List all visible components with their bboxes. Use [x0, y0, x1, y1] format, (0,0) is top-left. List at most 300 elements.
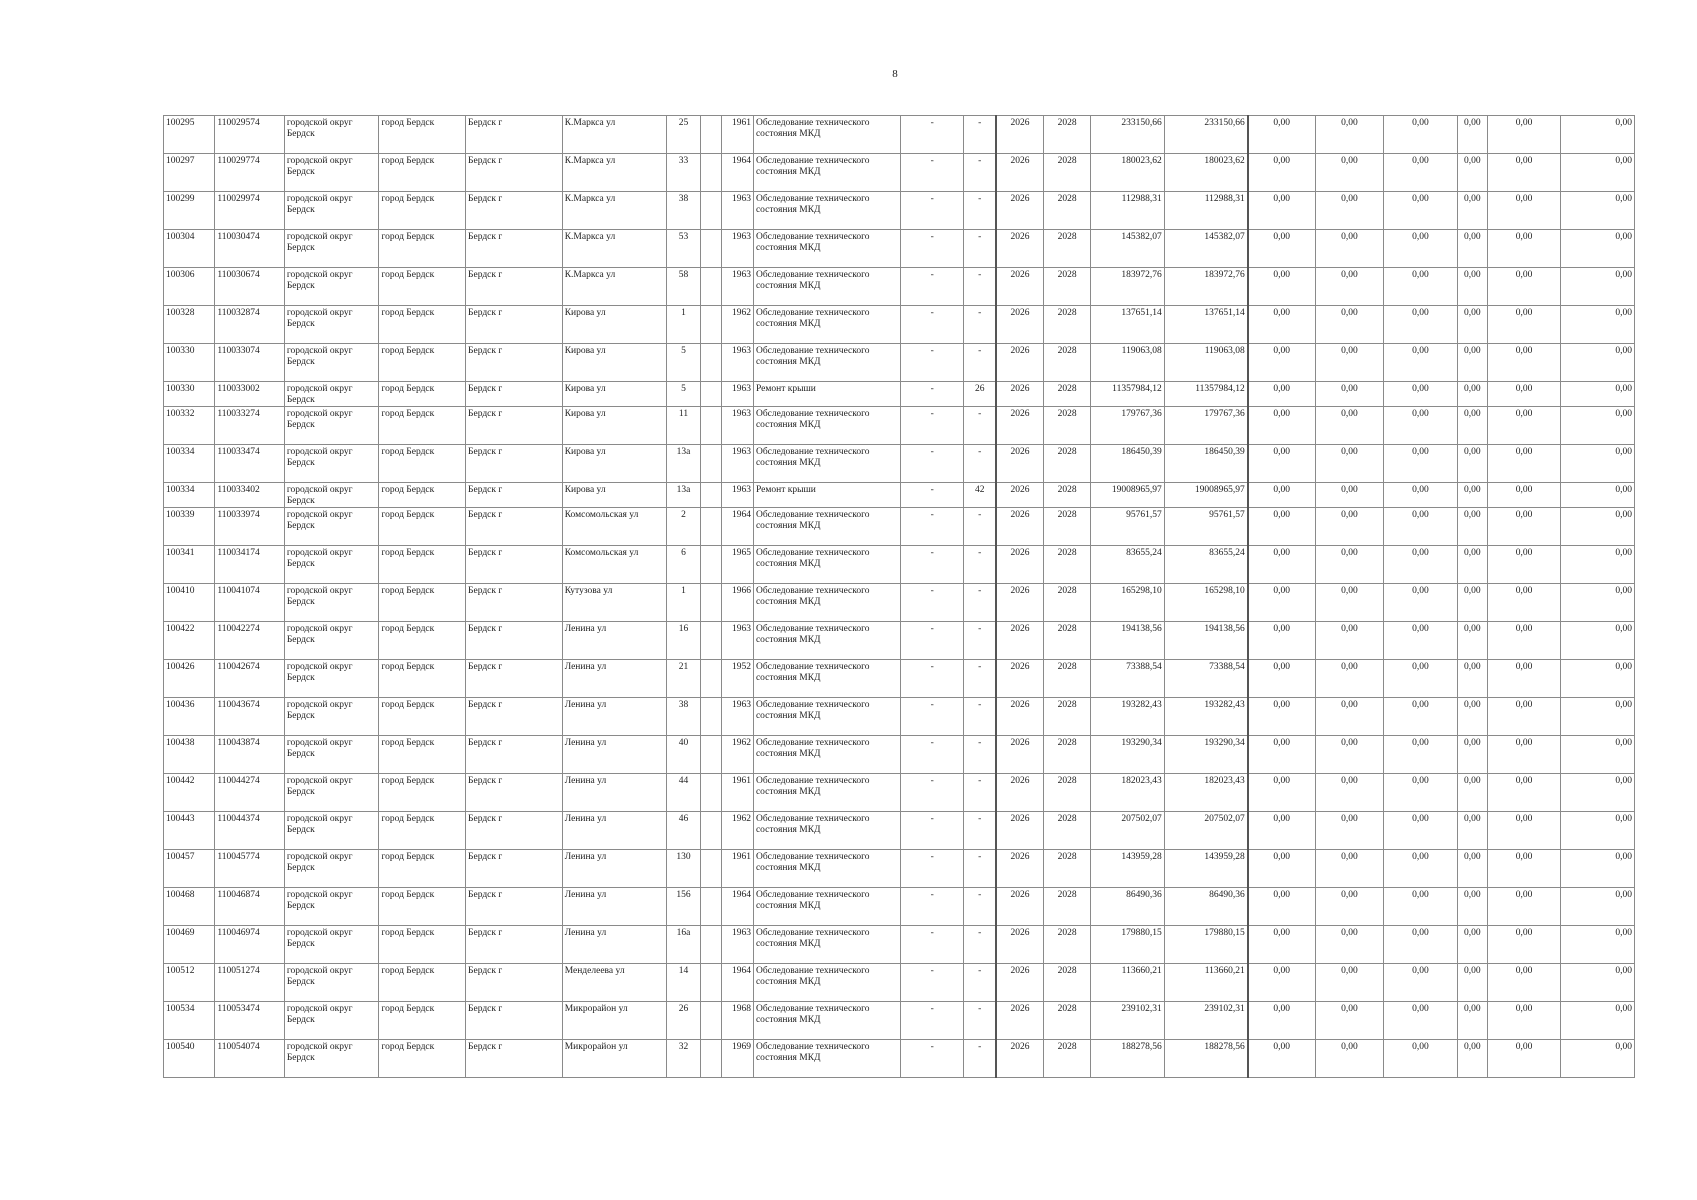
row-municipality: город Бердск: [379, 508, 466, 546]
row-street: К.Маркса ул: [562, 192, 667, 230]
row-id: 110042274: [215, 622, 284, 660]
row-fund-5: 0,00: [1487, 407, 1560, 445]
row-municipality: город Бердск: [379, 660, 466, 698]
row-code: 100328: [164, 306, 215, 344]
row-unit: -: [900, 407, 963, 445]
row-fund-4: 0,00: [1457, 660, 1487, 698]
row-fund-6: 0,00: [1561, 407, 1635, 445]
row-fund-1: 0,00: [1248, 660, 1315, 698]
row-volume: -: [964, 736, 996, 774]
row-fund-6: 0,00: [1561, 622, 1635, 660]
row-unit: -: [900, 268, 963, 306]
row-year: 1963: [721, 192, 753, 230]
row-year: 1961: [721, 850, 753, 888]
row-cost-fund: 193290,34: [1164, 736, 1248, 774]
row-fund-5: 0,00: [1487, 584, 1560, 622]
row-municipality: город Бердск: [379, 964, 466, 1002]
row-id: 110046974: [215, 926, 284, 964]
row-fund-5: 0,00: [1487, 774, 1560, 812]
row-fund-4: 0,00: [1457, 1040, 1487, 1078]
row-fund-6: 0,00: [1561, 445, 1635, 483]
row-code: 100512: [164, 964, 215, 1002]
row-district: городской округ Бердск: [284, 116, 379, 154]
row-fund-2: 0,00: [1315, 508, 1383, 546]
row-unit: -: [900, 622, 963, 660]
row-district: городской округ Бердск: [284, 230, 379, 268]
row-fund-1: 0,00: [1248, 116, 1315, 154]
row-year-end: 2028: [1043, 407, 1090, 445]
row-year-end: 2028: [1043, 622, 1090, 660]
table-row: [164, 660, 1635, 698]
row-volume: -: [964, 546, 996, 584]
row-id: 110033074: [215, 344, 284, 382]
table-row: [164, 230, 1635, 268]
row-street: Ленина ул: [562, 622, 667, 660]
row-fund-4: 0,00: [1457, 154, 1487, 192]
row-year: 1963: [721, 344, 753, 382]
row-fund-4: 0,00: [1457, 508, 1487, 546]
row-cost-total: 11357984,12: [1091, 382, 1164, 407]
row-district: городской округ Бердск: [284, 698, 379, 736]
row-cost-fund: 183972,76: [1164, 268, 1248, 306]
row-fund-6: 0,00: [1561, 483, 1635, 508]
row-house: 130: [667, 850, 700, 888]
row-id: 110051274: [215, 964, 284, 1002]
row-fund-3: 0,00: [1384, 268, 1457, 306]
row-volume: -: [964, 698, 996, 736]
row-settlement: Бердск г: [466, 306, 563, 344]
row-fund-5: 0,00: [1487, 382, 1560, 407]
row-house: 46: [667, 812, 700, 850]
row-cost-fund: 179880,15: [1164, 926, 1248, 964]
table-row: [164, 116, 1635, 154]
row-fund-3: 0,00: [1384, 407, 1457, 445]
row-fund-2: 0,00: [1315, 926, 1383, 964]
row-municipality: город Бердск: [379, 926, 466, 964]
row-fund-5: 0,00: [1487, 154, 1560, 192]
row-cost-total: 182023,43: [1091, 774, 1164, 812]
row-cost-fund: 112988,31: [1164, 192, 1248, 230]
row-work: Обследование технического состояния МКД: [753, 192, 900, 230]
row-work: Обследование технического состояния МКД: [753, 926, 900, 964]
row-house: 13а: [667, 445, 700, 483]
row-work: Обследование технического состояния МКД: [753, 888, 900, 926]
row-house: 58: [667, 268, 700, 306]
row-cost-total: 183972,76: [1091, 268, 1164, 306]
row-fund-6: 0,00: [1561, 1040, 1635, 1078]
row-id: 110033974: [215, 508, 284, 546]
row-year: 1961: [721, 116, 753, 154]
row-house: 21: [667, 660, 700, 698]
row-fund-1: 0,00: [1248, 306, 1315, 344]
row-house: 1: [667, 584, 700, 622]
row-fund-5: 0,00: [1487, 230, 1560, 268]
row-street: Ленина ул: [562, 926, 667, 964]
row-settlement: Бердск г: [466, 407, 563, 445]
row-id: 110033274: [215, 407, 284, 445]
row-year-start: 2026: [996, 812, 1043, 850]
row-fund-4: 0,00: [1457, 546, 1487, 584]
row-year-end: 2028: [1043, 1002, 1090, 1040]
page-number: 8: [892, 68, 898, 80]
row-settlement: Бердск г: [466, 1040, 563, 1078]
row-fund-6: 0,00: [1561, 812, 1635, 850]
row-street: К.Маркса ул: [562, 268, 667, 306]
row-cost-fund: 194138,56: [1164, 622, 1248, 660]
row-fund-3: 0,00: [1384, 192, 1457, 230]
row-cost-total: 180023,62: [1091, 154, 1164, 192]
row-settlement: Бердск г: [466, 546, 563, 584]
row-house: 5: [667, 382, 700, 407]
row-fund-4: 0,00: [1457, 812, 1487, 850]
row-cost-total: 95761,57: [1091, 508, 1164, 546]
row-street: Кирова ул: [562, 344, 667, 382]
row-district: городской округ Бердск: [284, 445, 379, 483]
row-fund-2: 0,00: [1315, 584, 1383, 622]
row-work: Обследование технического состояния МКД: [753, 344, 900, 382]
row-volume: -: [964, 964, 996, 1002]
row-corpus: [700, 508, 721, 546]
row-unit: -: [900, 812, 963, 850]
row-year: 1964: [721, 508, 753, 546]
row-street: К.Маркса ул: [562, 230, 667, 268]
row-id: 110029774: [215, 154, 284, 192]
row-fund-1: 0,00: [1248, 268, 1315, 306]
row-district: городской округ Бердск: [284, 382, 379, 407]
table-row: [164, 1040, 1635, 1078]
row-fund-2: 0,00: [1315, 698, 1383, 736]
row-work: Ремонт крыши: [753, 483, 900, 508]
row-unit: -: [900, 964, 963, 1002]
row-cost-fund: 233150,66: [1164, 116, 1248, 154]
row-id: 110053474: [215, 1002, 284, 1040]
row-year-end: 2028: [1043, 382, 1090, 407]
row-year: 1965: [721, 546, 753, 584]
row-district: городской округ Бердск: [284, 660, 379, 698]
row-fund-3: 0,00: [1384, 483, 1457, 508]
row-id: 110046874: [215, 888, 284, 926]
row-fund-6: 0,00: [1561, 268, 1635, 306]
row-cost-fund: 188278,56: [1164, 1040, 1248, 1078]
row-cost-total: 233150,66: [1091, 116, 1164, 154]
row-fund-4: 0,00: [1457, 850, 1487, 888]
row-corpus: [700, 622, 721, 660]
table-row: [164, 483, 1635, 508]
row-work: Обследование технического состояния МКД: [753, 1002, 900, 1040]
row-corpus: [700, 116, 721, 154]
row-fund-5: 0,00: [1487, 964, 1560, 1002]
row-fund-3: 0,00: [1384, 736, 1457, 774]
row-municipality: город Бердск: [379, 268, 466, 306]
row-fund-5: 0,00: [1487, 1002, 1560, 1040]
row-work: Обследование технического состояния МКД: [753, 508, 900, 546]
row-corpus: [700, 344, 721, 382]
row-fund-5: 0,00: [1487, 812, 1560, 850]
row-municipality: город Бердск: [379, 116, 466, 154]
row-cost-total: 143959,28: [1091, 850, 1164, 888]
row-settlement: Бердск г: [466, 230, 563, 268]
row-work: Обследование технического состояния МКД: [753, 736, 900, 774]
row-house: 2: [667, 508, 700, 546]
table-row: [164, 888, 1635, 926]
row-street: Ленина ул: [562, 812, 667, 850]
row-year-end: 2028: [1043, 660, 1090, 698]
row-year: 1964: [721, 888, 753, 926]
row-year: 1964: [721, 964, 753, 1002]
row-work: Обследование технического состояния МКД: [753, 445, 900, 483]
row-fund-3: 0,00: [1384, 116, 1457, 154]
row-municipality: город Бердск: [379, 850, 466, 888]
row-fund-6: 0,00: [1561, 736, 1635, 774]
row-settlement: Бердск г: [466, 850, 563, 888]
row-year-start: 2026: [996, 698, 1043, 736]
row-district: городской округ Бердск: [284, 483, 379, 508]
row-settlement: Бердск г: [466, 154, 563, 192]
row-year: 1963: [721, 382, 753, 407]
row-unit: -: [900, 1040, 963, 1078]
row-cost-total: 193290,34: [1091, 736, 1164, 774]
row-corpus: [700, 660, 721, 698]
row-district: городской округ Бердск: [284, 1002, 379, 1040]
row-work: Обследование технического состояния МКД: [753, 584, 900, 622]
row-fund-5: 0,00: [1487, 344, 1560, 382]
row-fund-2: 0,00: [1315, 812, 1383, 850]
row-corpus: [700, 736, 721, 774]
row-unit: -: [900, 546, 963, 584]
row-fund-6: 0,00: [1561, 154, 1635, 192]
row-work: Обследование технического состояния МКД: [753, 116, 900, 154]
row-fund-2: 0,00: [1315, 888, 1383, 926]
row-code: 100457: [164, 850, 215, 888]
row-settlement: Бердск г: [466, 660, 563, 698]
row-fund-2: 0,00: [1315, 660, 1383, 698]
row-cost-fund: 11357984,12: [1164, 382, 1248, 407]
row-year-start: 2026: [996, 445, 1043, 483]
row-year-start: 2026: [996, 407, 1043, 445]
row-street: Кирова ул: [562, 382, 667, 407]
row-street: Ленина ул: [562, 698, 667, 736]
row-corpus: [700, 888, 721, 926]
row-corpus: [700, 1002, 721, 1040]
row-corpus: [700, 698, 721, 736]
row-fund-3: 0,00: [1384, 546, 1457, 584]
row-cost-fund: 95761,57: [1164, 508, 1248, 546]
table-row: [164, 445, 1635, 483]
row-id: 110029574: [215, 116, 284, 154]
row-id: 110042674: [215, 660, 284, 698]
row-code: 100330: [164, 344, 215, 382]
row-work: Обследование технического состояния МКД: [753, 268, 900, 306]
row-corpus: [700, 546, 721, 584]
row-municipality: город Бердск: [379, 306, 466, 344]
row-year-start: 2026: [996, 268, 1043, 306]
row-fund-1: 0,00: [1248, 736, 1315, 774]
row-cost-fund: 83655,24: [1164, 546, 1248, 584]
row-house: 11: [667, 407, 700, 445]
row-street: Ленина ул: [562, 774, 667, 812]
row-year-end: 2028: [1043, 306, 1090, 344]
row-fund-3: 0,00: [1384, 850, 1457, 888]
row-corpus: [700, 306, 721, 344]
row-volume: -: [964, 774, 996, 812]
row-settlement: Бердск г: [466, 964, 563, 1002]
row-house: 16: [667, 622, 700, 660]
row-code: 100299: [164, 192, 215, 230]
row-fund-2: 0,00: [1315, 230, 1383, 268]
row-cost-fund: 73388,54: [1164, 660, 1248, 698]
row-fund-1: 0,00: [1248, 1002, 1315, 1040]
row-fund-3: 0,00: [1384, 1040, 1457, 1078]
row-work: Обследование технического состояния МКД: [753, 1040, 900, 1078]
row-fund-2: 0,00: [1315, 483, 1383, 508]
row-fund-4: 0,00: [1457, 584, 1487, 622]
row-year-end: 2028: [1043, 736, 1090, 774]
row-fund-2: 0,00: [1315, 1040, 1383, 1078]
row-fund-5: 0,00: [1487, 268, 1560, 306]
row-unit: -: [900, 660, 963, 698]
row-fund-5: 0,00: [1487, 306, 1560, 344]
row-district: городской округ Бердск: [284, 622, 379, 660]
row-id: 110029974: [215, 192, 284, 230]
row-work: Обследование технического состояния МКД: [753, 230, 900, 268]
row-year-start: 2026: [996, 964, 1043, 1002]
row-year-end: 2028: [1043, 230, 1090, 268]
row-year-end: 2028: [1043, 698, 1090, 736]
row-year-end: 2028: [1043, 344, 1090, 382]
table-row: [164, 736, 1635, 774]
row-cost-total: 239102,31: [1091, 1002, 1164, 1040]
row-id: 110030674: [215, 268, 284, 306]
row-year: 1963: [721, 483, 753, 508]
table-row: [164, 508, 1635, 546]
row-year-end: 2028: [1043, 774, 1090, 812]
row-fund-4: 0,00: [1457, 698, 1487, 736]
table-row: [164, 850, 1635, 888]
row-id: 110032874: [215, 306, 284, 344]
row-fund-6: 0,00: [1561, 230, 1635, 268]
row-code: 100334: [164, 445, 215, 483]
row-year-start: 2026: [996, 736, 1043, 774]
row-year: 1963: [721, 407, 753, 445]
row-fund-4: 0,00: [1457, 407, 1487, 445]
row-year: 1963: [721, 926, 753, 964]
row-unit: -: [900, 154, 963, 192]
row-volume: -: [964, 306, 996, 344]
row-fund-2: 0,00: [1315, 192, 1383, 230]
table-row: [164, 698, 1635, 736]
row-street: К.Маркса ул: [562, 116, 667, 154]
row-street: Кирова ул: [562, 445, 667, 483]
row-fund-6: 0,00: [1561, 926, 1635, 964]
row-cost-fund: 207502,07: [1164, 812, 1248, 850]
row-year-start: 2026: [996, 154, 1043, 192]
row-fund-2: 0,00: [1315, 1002, 1383, 1040]
row-cost-fund: 239102,31: [1164, 1002, 1248, 1040]
row-settlement: Бердск г: [466, 382, 563, 407]
row-municipality: город Бердск: [379, 230, 466, 268]
row-year-start: 2026: [996, 483, 1043, 508]
row-code: 100339: [164, 508, 215, 546]
row-fund-3: 0,00: [1384, 926, 1457, 964]
row-fund-4: 0,00: [1457, 192, 1487, 230]
row-corpus: [700, 483, 721, 508]
row-fund-1: 0,00: [1248, 445, 1315, 483]
row-volume: -: [964, 508, 996, 546]
row-municipality: город Бердск: [379, 736, 466, 774]
row-corpus: [700, 812, 721, 850]
row-house: 25: [667, 116, 700, 154]
row-year-start: 2026: [996, 622, 1043, 660]
row-district: городской округ Бердск: [284, 154, 379, 192]
row-cost-total: 179767,36: [1091, 407, 1164, 445]
row-code: 100438: [164, 736, 215, 774]
row-year: 1952: [721, 660, 753, 698]
row-year-start: 2026: [996, 774, 1043, 812]
row-cost-total: 86490,36: [1091, 888, 1164, 926]
row-fund-4: 0,00: [1457, 306, 1487, 344]
row-id: 110041074: [215, 584, 284, 622]
row-work: Обследование технического состояния МКД: [753, 660, 900, 698]
row-year: 1968: [721, 1002, 753, 1040]
row-volume: -: [964, 584, 996, 622]
row-street: Кирова ул: [562, 407, 667, 445]
row-fund-1: 0,00: [1248, 926, 1315, 964]
row-district: городской округ Бердск: [284, 736, 379, 774]
row-year-end: 2028: [1043, 483, 1090, 508]
row-municipality: город Бердск: [379, 382, 466, 407]
row-district: городской округ Бердск: [284, 508, 379, 546]
row-unit: -: [900, 483, 963, 508]
row-id: 110043674: [215, 698, 284, 736]
row-year-end: 2028: [1043, 888, 1090, 926]
row-fund-6: 0,00: [1561, 508, 1635, 546]
row-fund-3: 0,00: [1384, 584, 1457, 622]
row-fund-1: 0,00: [1248, 344, 1315, 382]
row-fund-1: 0,00: [1248, 774, 1315, 812]
row-fund-5: 0,00: [1487, 622, 1560, 660]
row-year-end: 2028: [1043, 192, 1090, 230]
row-year: 1963: [721, 230, 753, 268]
row-fund-2: 0,00: [1315, 850, 1383, 888]
row-cost-fund: 119063,08: [1164, 344, 1248, 382]
row-corpus: [700, 268, 721, 306]
row-fund-3: 0,00: [1384, 622, 1457, 660]
row-fund-2: 0,00: [1315, 382, 1383, 407]
row-year-end: 2028: [1043, 508, 1090, 546]
row-id: 110034174: [215, 546, 284, 584]
row-fund-1: 0,00: [1248, 546, 1315, 584]
row-municipality: город Бердск: [379, 407, 466, 445]
row-volume: -: [964, 812, 996, 850]
row-year-start: 2026: [996, 1040, 1043, 1078]
row-year: 1966: [721, 584, 753, 622]
row-work: Обследование технического состояния МКД: [753, 306, 900, 344]
row-volume: -: [964, 116, 996, 154]
row-fund-1: 0,00: [1248, 698, 1315, 736]
row-fund-3: 0,00: [1384, 154, 1457, 192]
table-row: [164, 382, 1635, 407]
row-house: 6: [667, 546, 700, 584]
row-house: 5: [667, 344, 700, 382]
row-street: Ленина ул: [562, 850, 667, 888]
row-district: городской округ Бердск: [284, 192, 379, 230]
row-work: Обследование технического состояния МКД: [753, 850, 900, 888]
row-volume: -: [964, 1040, 996, 1078]
row-code: 100468: [164, 888, 215, 926]
row-street: Ленина ул: [562, 888, 667, 926]
row-fund-4: 0,00: [1457, 230, 1487, 268]
row-settlement: Бердск г: [466, 508, 563, 546]
